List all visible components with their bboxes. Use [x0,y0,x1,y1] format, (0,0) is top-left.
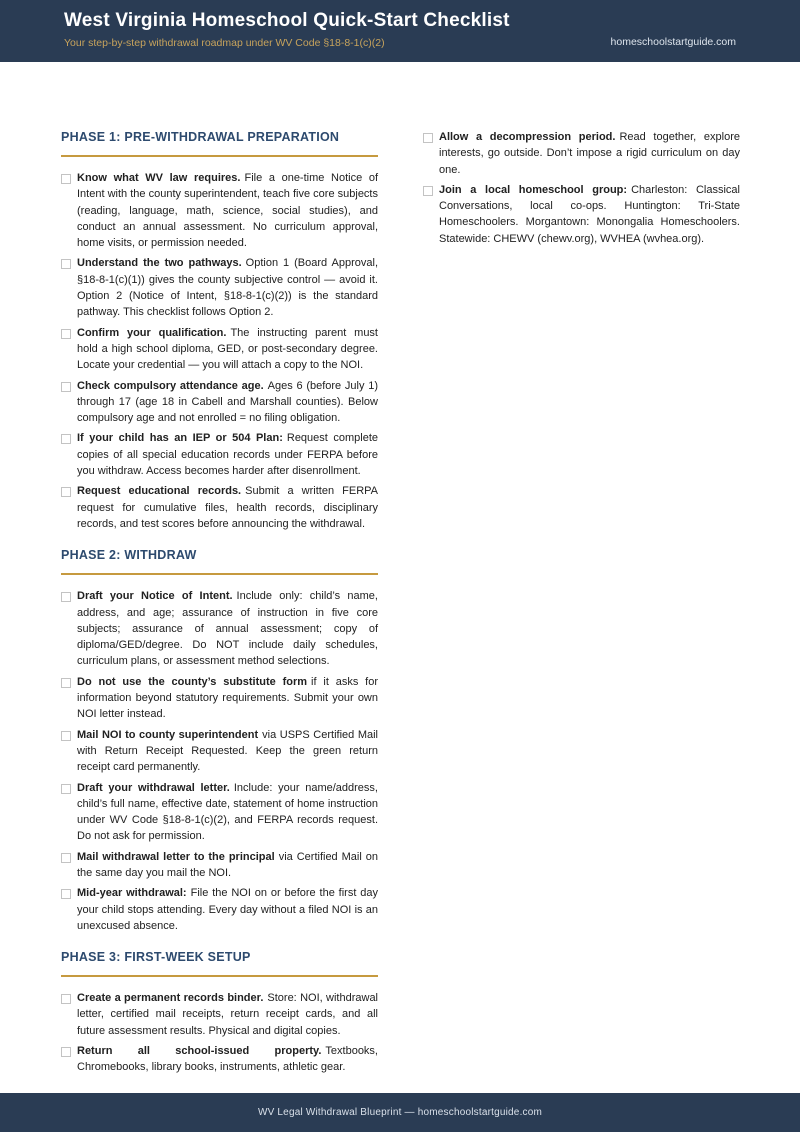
checklist-item [61,170,378,251]
section-heading: PHASE 2: WITHDRAW [61,548,197,563]
item-lead: Understand the two pathways. [77,257,242,270]
item-text: Include: your name/address, child’s full name, effective date, statement of home instruction under WV Code §18-8-1(c)(2), and FERPA records request. Do not ask for permission. [77,781,378,843]
checklist-item [61,430,378,479]
checklist-item [61,1043,378,1076]
section-items [61,588,378,934]
checklist-item [423,129,740,178]
item-lead: Return all school-issued property. [77,1045,322,1058]
checkbox-icon [61,434,71,444]
item-text: Request complete copies of all special education records under FERPA before you withdraw. Access becomes harder after disenrollment. [77,432,378,478]
item-lead: Mail withdrawal letter to the principal [77,850,275,863]
checklist-item [423,182,740,247]
checkbox-icon [423,133,433,143]
item-text: The instructing parent must hold a high school diploma, GED, or post-secondary degree. Locate your credential — you will attach a copy to the NOI. [77,326,378,372]
checkbox-icon [61,592,71,602]
item-text: Include only: child’s name, address, and age; assurance of instruction in five core subjects; assurance of annual assessment; copy of diploma/GED/degree. Do NOT include daily schedules, curriculum plans, or assessment method selections. [77,590,378,668]
item-lead: Mail NOI to county superintendent [77,728,259,741]
gold-rule [61,975,378,977]
item-text: Submit a written FERPA request for cumulative files, health records, disciplinary records, and test scores before announcing the withdrawal. [77,485,379,530]
checklist-item [61,727,378,776]
item-lead: Draft your Notice of Intent. [77,590,233,603]
checkbox-icon [61,259,71,269]
checklist-item [61,990,378,1039]
checkbox-icon [61,678,71,688]
item-text: File a one-time Notice of Intent with the county superintendent, teach five core subjects (reading, language, math, science, social studies), and conduct an annual assessment. No curriculum approval, home visits, or permission needed. [77,172,379,250]
item-text: File the NOI on or before the first day your child stops attending. Every day without a filed NOI is an unexcused absence. [77,887,378,932]
item-lead: Do not use the county’s substitute form [77,675,308,688]
item-text: Ages 6 (before July 1) through 17 (age 18 in Cabell and Marshall counties). Below compulsory age and not enrolled = no filing obligation. [77,379,378,425]
item-text: Read together, explore interests, go outside. Don’t impose a rigid curriculum on day one. [439,131,740,176]
item-lead: Request educational records. [77,485,242,498]
item-lead: Allow a decompression period. [439,131,616,143]
gold-rule [61,573,378,575]
checkbox-icon [61,994,71,1004]
checkbox-icon [61,889,71,899]
gold-rule [61,155,378,157]
item-text: Option 1 (Board Approval, §18-8-1(c)(1)) gives the county subjective control — avoid it. Option 2 (Notice of Intent, §18-8-1(c)(2)) is the standard pathway. This checklist follows Option 2. [77,257,378,319]
item-text: Store: NOI, withdrawal letter, certified mail receipts, return receipt cards, and all future assessment results. Physical and digital copies. [77,992,379,1037]
item-lead: If your child has an IEP or 504 Plan: [77,432,283,445]
item-lead: Check compulsory attendance age. [77,379,264,392]
checklist-item [61,588,378,669]
checklist-item [61,780,378,845]
item-text: Textbooks, Chromebooks, library books, instruments, athletic gear. [77,1045,378,1074]
checkbox-icon [61,1047,71,1057]
section-items [61,170,378,532]
site-url: homeschoolstartguide.com [610,36,736,48]
phase-section [61,548,378,934]
document-body [0,62,800,1085]
item-lead: Create a permanent records binder. [77,992,264,1005]
item-lead: Know what WV law requires. [77,172,241,184]
page-title: West Virginia Homeschool Quick-Start Checklist [64,10,510,31]
checklist-item [61,849,378,882]
item-text: if it asks for information beyond statutory requirements. Submit your own NOI letter instead. [77,675,378,721]
item-text: Charleston: Classical Conversations, local co-ops. Huntington: Tri-State Homeschoolers. Morgantown: Monongalia Homeschoolers. Statewide: CHEWV (chewv.org), WVHEA (wvhea.org). [439,183,740,245]
item-text: via Certified Mail on the same day you mail the NOI. [77,850,379,879]
checklist-item [61,674,378,723]
page-footer [0,1093,800,1132]
item-lead: Join a local homeschool group: [439,183,628,196]
section-heading: PHASE 1: PRE-WITHDRAWAL PREPARATION [61,130,340,144]
checkbox-icon [61,731,71,741]
checkbox-icon [61,853,71,863]
section-head [61,950,378,977]
checkbox-icon [61,174,71,184]
checkbox-icon [61,382,71,392]
checklist-item [61,255,378,320]
item-text: via USPS Certified Mail with Return Receipt Requested. Keep the green return receipt card permanently. [77,728,378,774]
checklist-item [61,885,378,934]
checklist-item [61,378,378,427]
phase-section [61,130,378,532]
checkbox-icon [61,329,71,339]
section-heading: PHASE 3: FIRST-WEEK SETUP [61,950,251,965]
footer-text: WV Legal Withdrawal Blueprint — homeschoolstartguide.com [257,1107,543,1118]
item-lead: Draft your withdrawal letter. [77,781,230,794]
columns [61,129,740,1085]
checklist-item [61,325,378,374]
section-head [61,548,378,575]
checklist-item [61,483,378,532]
page-header [0,0,800,62]
item-lead: Mid-year withdrawal: [77,887,187,900]
checkbox-icon [61,487,71,497]
checkbox-icon [423,186,433,196]
checkbox-icon [61,784,71,794]
item-lead: Confirm your qualification. [77,326,227,339]
section-head [61,130,378,157]
page-subtitle: Your step-by-step withdrawal roadmap under WV Code §18-8-1(c)(2) [64,37,385,49]
